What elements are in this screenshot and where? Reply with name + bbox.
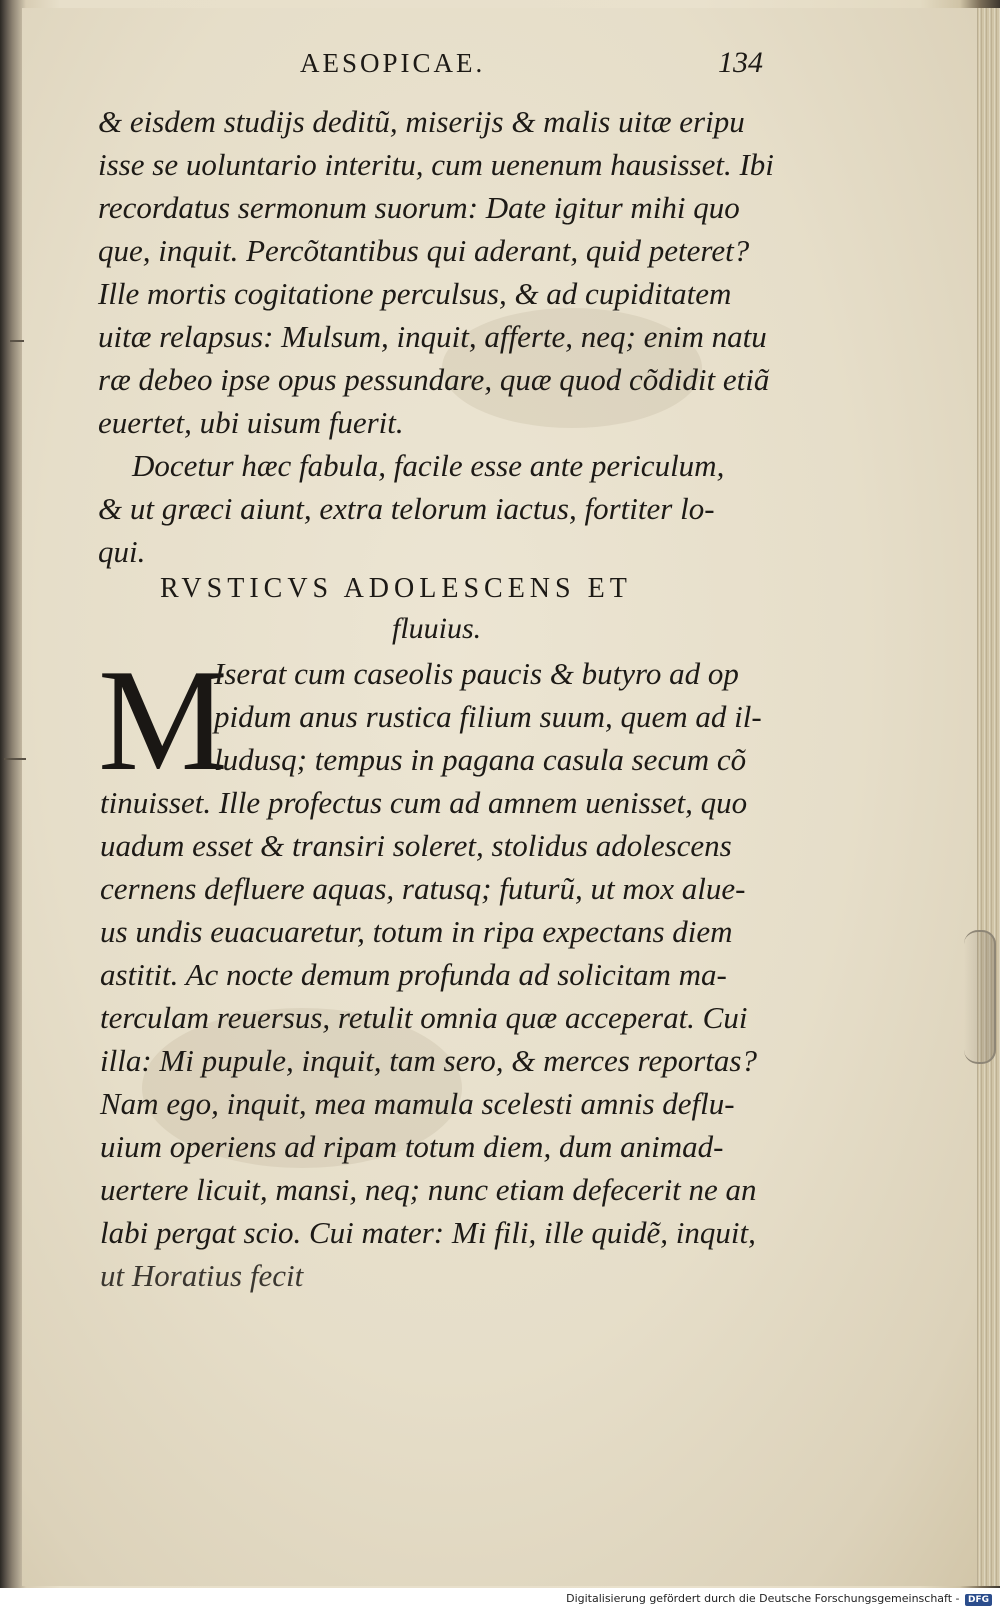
text-line: ut Horatius fecit bbox=[100, 1258, 304, 1293]
page-number: 134 bbox=[718, 46, 763, 79]
text-line: cernens defluere aquas, ratusq; futurũ, ut mox alue- bbox=[100, 871, 746, 906]
page-fore-edge bbox=[978, 8, 1000, 1586]
text-line: Iserat cum caseolis paucis & butyro ad op bbox=[214, 656, 739, 691]
text-line: & eisdem studijs deditũ, miserijs & malis uitæ eripu bbox=[98, 104, 745, 139]
text-line: us undis euacuaretur, totum in ripa expectans diem bbox=[100, 914, 733, 949]
text-line: Nam ego, inquit, mea mamula scelesti amnis deflu- bbox=[100, 1086, 735, 1121]
text-line: Ille mortis cogitatione perculsus, & ad cupiditatem bbox=[98, 276, 732, 311]
fable-title: RVSTICVS ADOLESCENS ET bbox=[160, 573, 632, 604]
text-block-dropcap bbox=[214, 652, 794, 781]
text-line: tinuisset. Ille profectus cum ad amnem uenisset, quo bbox=[100, 785, 748, 820]
drop-cap: M bbox=[98, 639, 228, 801]
text-line: pidum anus rustica filium suum, quem ad il- bbox=[214, 699, 762, 734]
text-line: que, inquit. Percõtantibus qui aderant, quid peteret? bbox=[98, 233, 750, 268]
text-line: ræ debeo ipse opus pessundare, quæ quod cõdidit etiã bbox=[98, 362, 770, 397]
text-line: qui. bbox=[98, 534, 146, 569]
text-line: & ut græci aiunt, extra telorum iactus, fortiter lo- bbox=[98, 491, 715, 526]
text-line: uitæ relapsus: Mulsum, inquit, afferte, neq; enim natu bbox=[98, 319, 767, 354]
page-clip bbox=[964, 930, 996, 1064]
text-line: Docetur hæc fabula, facile esse ante periculum, bbox=[132, 448, 725, 483]
text-line: labi pergat scio. Cui mater: Mi fili, ille quidẽ, inquit, bbox=[100, 1215, 756, 1250]
text-line: isse se uoluntario interitu, cum uenenum hausisset. Ibi bbox=[98, 147, 774, 182]
margin-mark bbox=[4, 758, 26, 760]
text-line: illa: Mi pupule, inquit, tam sero, & merces reportas? bbox=[100, 1043, 757, 1078]
text-line: uium operiens ad ripam totum diem, dum animad- bbox=[100, 1129, 724, 1164]
text-line: euertet, ubi uisum fuerit. bbox=[98, 405, 404, 440]
text-block-top bbox=[98, 100, 788, 573]
text-line: recordatus sermonum suorum: Date igitur mihi quo bbox=[98, 190, 740, 225]
text-block-bottom bbox=[100, 781, 790, 1297]
credit-text: Digitalisierung gefördert durch die Deutsche Forschungsgemeinschaft - bbox=[566, 1592, 960, 1605]
digitization-credit bbox=[566, 1592, 992, 1606]
dfg-logo: DFG bbox=[965, 1594, 992, 1606]
running-head: AESOPICAE. bbox=[300, 48, 486, 78]
text-line: uadum esset & transiri soleret, stolidus adolescens bbox=[100, 828, 732, 863]
text-line: ludusq; tempus in pagana casula secum cõ bbox=[214, 742, 747, 777]
text-line: uertere licuit, mansi, neq; nunc etiam defecerit ne an bbox=[100, 1172, 757, 1207]
margin-mark bbox=[10, 340, 24, 342]
text-line: terculam reuersus, retulit omnia quæ acceperat. Cui bbox=[100, 1000, 748, 1035]
text-line: astitit. Ac nocte demum profunda ad solicitam ma- bbox=[100, 957, 727, 992]
fable-subtitle: fluuius. bbox=[392, 612, 482, 645]
